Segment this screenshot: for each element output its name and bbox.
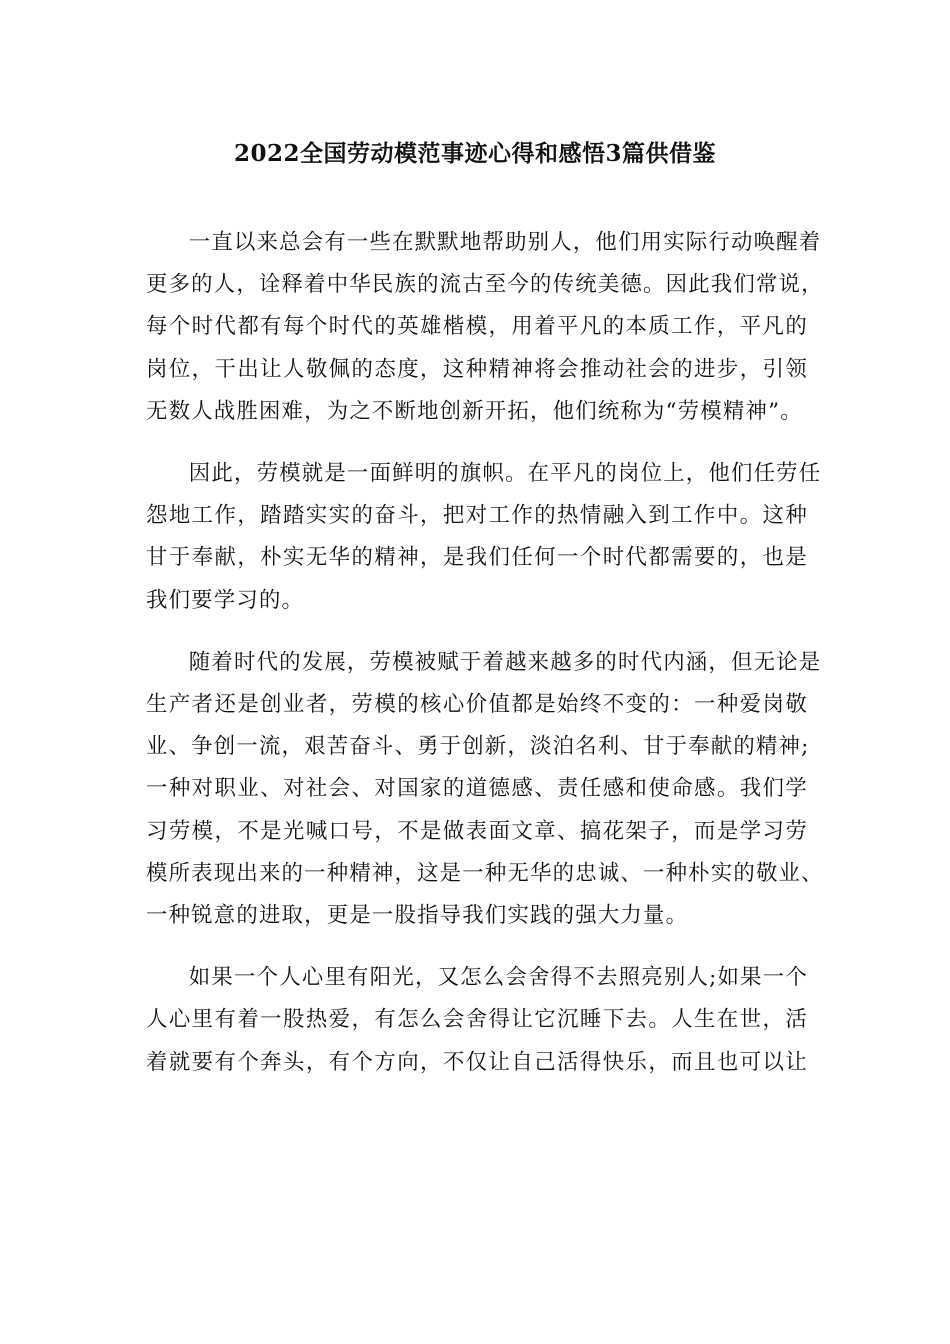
paragraph-line: 随着时代的发展，劳模被赋于着越来越多的时代内涵，但无论是: [188, 649, 822, 675]
paragraph-line: 岗位，干出让人敬佩的态度，这种精神将会推动社会的进步，引领: [146, 356, 808, 382]
paragraph-line: 我们要学习的。: [146, 587, 305, 613]
paragraph-line: 更多的人，诠释着中华民族的流古至今的传统美德。因此我们常说，: [146, 272, 824, 298]
document-title: 2022全国劳动模范事迹心得和感悟3篇供借鉴: [233, 140, 717, 167]
paragraph-line: 一种锐意的进取，更是一股指导我们实践的强大力量。: [146, 903, 689, 929]
paragraph-line: 每个时代都有每个时代的英雄楷模，用着平凡的本质工作，平凡的: [146, 314, 808, 340]
paragraph-line: 因此，劳模就是一面鲜明的旗帜。在平凡的岗位上，他们任劳任: [188, 461, 822, 487]
paragraph-line: 一种对职业、对社会、对国家的道德感、责任感和使命感。我们学: [146, 776, 808, 802]
document-body: [146, 222, 824, 1104]
paragraph-line: 一直以来总会有一些在默默地帮助别人，他们用实际行动唤醒着: [188, 230, 822, 255]
paragraph-line: 习劳模，不是光喊口号，不是做表面文章、搞花架子，而是学习劳: [146, 818, 808, 844]
paragraph-line: 生产者还是创业者，劳模的核心价值都是始终不变的：一种爱岗敬: [146, 692, 808, 718]
paragraph-line: 无数人战胜困难，为之不断地创新开拓，他们统称为“劳模精神”。: [146, 398, 803, 424]
paragraph-line: 业、争创一流，艰苦奋斗、勇于创新，淡泊名利、甘于奉献的精神;: [146, 734, 810, 760]
paragraph-line: 如果一个人心里有阳光，又怎么会舍得不去照亮别人;如果一个: [188, 965, 808, 991]
paragraph-line: 人心里有着一股热爱，有怎么会舍得让它沉睡下去。人生在世，活: [146, 1007, 808, 1033]
paragraph-line: 甘于奉献，朴实无华的精神，是我们任何一个时代都需要的，也是: [146, 545, 808, 571]
paragraph-line: 着就要有个奔头，有个方向，不仅让自己活得快乐，而且也可以让: [146, 1049, 808, 1075]
paragraph-line: 模所表现出来的一种精神，这是一种无华的忠诚、一种朴实的敬业、: [146, 860, 824, 886]
paragraph-3: [146, 642, 824, 937]
paragraph-2: [146, 453, 822, 622]
paragraph-1: [146, 222, 824, 433]
paragraph-line: 怨地工作，踏踏实实的奋斗，把对工作的热情融入到工作中。这种: [146, 503, 808, 529]
paragraph-4: [146, 957, 808, 1084]
